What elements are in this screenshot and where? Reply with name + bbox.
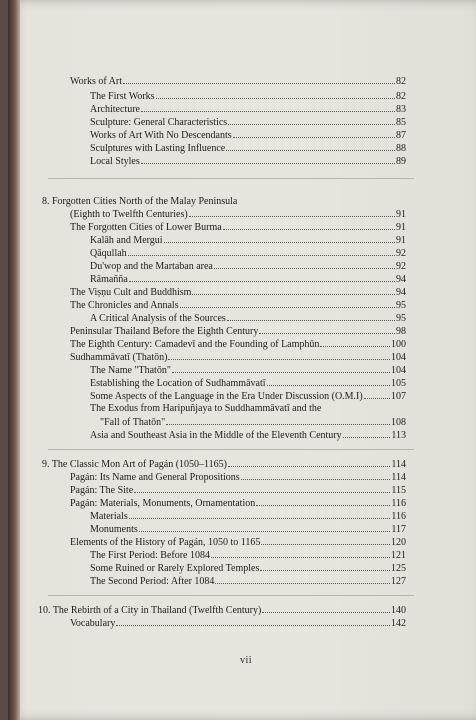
leader-dots bbox=[116, 616, 390, 626]
toc-entry-label: Works of Art With No Descendants bbox=[90, 130, 232, 141]
leader-dots bbox=[129, 509, 391, 519]
leader-dots bbox=[223, 220, 395, 230]
toc-entry-page: 91 bbox=[396, 209, 406, 220]
toc-entry[interactable] bbox=[70, 220, 406, 233]
toc-entry-page: 113 bbox=[391, 430, 406, 441]
leader-dots bbox=[123, 74, 395, 84]
leader-dots bbox=[215, 574, 390, 584]
toc-entry[interactable] bbox=[90, 561, 406, 574]
toc-entry-page: 121 bbox=[391, 550, 406, 561]
toc-entry-page: 95 bbox=[396, 300, 406, 311]
toc-entry-label: Works of Art bbox=[70, 76, 122, 87]
toc-entry[interactable] bbox=[90, 311, 406, 324]
leader-dots bbox=[129, 272, 395, 282]
toc-entry-page: 85 bbox=[396, 117, 406, 128]
leader-dots bbox=[214, 259, 395, 269]
toc-entry-label: "Fall of Thatōn" bbox=[100, 417, 166, 428]
toc-entry-page: 94 bbox=[396, 287, 406, 298]
toc-entry[interactable] bbox=[90, 574, 406, 587]
toc-entry[interactable] bbox=[70, 207, 406, 220]
toc-entry[interactable] bbox=[70, 483, 406, 496]
toc-entry-page: 83 bbox=[396, 104, 406, 115]
toc-entry-page: 116 bbox=[391, 511, 406, 522]
toc-entry-page: 104 bbox=[391, 365, 406, 376]
leader-dots bbox=[156, 89, 395, 99]
leader-dots bbox=[233, 128, 395, 138]
leader-dots bbox=[172, 363, 390, 373]
toc-entry[interactable] bbox=[90, 428, 406, 441]
leader-dots bbox=[259, 324, 395, 334]
toc-entry-page: 115 bbox=[391, 485, 406, 496]
toc-entry-label: Architecture bbox=[90, 104, 140, 115]
leader-dots bbox=[226, 141, 395, 151]
toc-entry-label: 10. The Rebirth of a City in Thailand (Twelfth Century) bbox=[38, 605, 262, 616]
toc-entry-label: Some Ruined or Rarely Explored Temples bbox=[90, 563, 260, 574]
toc-entry[interactable] bbox=[70, 324, 406, 337]
toc-entry-label: The Chronicles and Annals bbox=[70, 300, 179, 311]
toc-entry-label: The Name "Thatōn" bbox=[90, 365, 171, 376]
leader-dots bbox=[211, 548, 390, 558]
toc-entry-page: 142 bbox=[391, 618, 406, 629]
leader-dots bbox=[189, 207, 395, 217]
toc-entry[interactable] bbox=[90, 102, 406, 115]
toc-entry-label: Qāqullah bbox=[90, 248, 127, 259]
leader-dots bbox=[260, 561, 390, 571]
toc-entry[interactable] bbox=[70, 535, 406, 548]
toc-entry-label: Sudhammāvatī (Thatōn) bbox=[70, 352, 168, 363]
toc-entry-page: 92 bbox=[396, 261, 406, 272]
toc-entry[interactable] bbox=[90, 89, 406, 102]
toc-entry-label: Du'wop and the Martaban area bbox=[90, 261, 213, 272]
toc-entry[interactable] bbox=[90, 363, 406, 376]
toc-entry-page: 82 bbox=[396, 91, 406, 102]
toc-entry-label: Asia and Southeast Asia in the Middle of the Eleventh Century bbox=[90, 430, 342, 441]
toc-entry-page: 100 bbox=[391, 339, 406, 350]
toc-entry-label: Local Styles bbox=[90, 156, 140, 167]
toc-entry-page: 91 bbox=[396, 235, 406, 246]
leader-dots bbox=[128, 246, 395, 256]
toc-entry-label: The First Works bbox=[90, 91, 155, 102]
leader-dots bbox=[141, 102, 395, 112]
toc-entry-page: 88 bbox=[396, 143, 406, 154]
toc-entry[interactable] bbox=[90, 246, 406, 259]
toc-entry-page: 116 bbox=[391, 498, 406, 509]
toc-entry-page: 82 bbox=[396, 76, 406, 87]
toc-entry-page: 125 bbox=[391, 563, 406, 574]
toc-entry-label: (Eighth to Twelfth Centuries) bbox=[70, 209, 188, 220]
toc-entry-label: Rāmañña bbox=[90, 274, 128, 285]
toc-entry[interactable] bbox=[70, 74, 406, 87]
toc-entry-page: 105 bbox=[391, 378, 406, 389]
toc-entry-page: 120 bbox=[391, 537, 406, 548]
toc-entry-page: 87 bbox=[396, 130, 406, 141]
leader-dots bbox=[228, 115, 395, 125]
leader-dots bbox=[256, 496, 390, 506]
toc-entry[interactable] bbox=[90, 272, 406, 285]
leader-dots bbox=[166, 415, 390, 425]
toc-entry[interactable] bbox=[70, 470, 406, 483]
toc-entry-page: 107 bbox=[391, 391, 406, 402]
leader-dots bbox=[261, 535, 390, 545]
toc-entry-label: Materials bbox=[90, 511, 128, 522]
toc-entry-label: A Critical Analysis of the Sources bbox=[90, 313, 226, 324]
toc-entry[interactable] bbox=[90, 128, 406, 141]
toc-entry-label: Sculptures with Lasting Influence bbox=[90, 143, 226, 154]
leader-dots bbox=[262, 603, 390, 613]
leader-dots bbox=[267, 376, 390, 386]
toc-entry-label: Sculpture: General Characteristics bbox=[90, 117, 228, 128]
toc-entry-page: 114 bbox=[391, 459, 406, 470]
book-spine bbox=[8, 0, 20, 720]
toc-entry[interactable] bbox=[90, 509, 406, 522]
toc-entry[interactable] bbox=[90, 389, 406, 402]
toc-entry[interactable] bbox=[90, 522, 406, 535]
toc-entry-label: Pagán: Its Name and General Propositions bbox=[70, 472, 240, 483]
toc-entry-page: 91 bbox=[396, 222, 406, 233]
toc-entry-page: 127 bbox=[391, 576, 406, 587]
toc-entry-label: The Forgotten Cities of Lower Burma bbox=[70, 222, 222, 233]
toc-entry-page: 94 bbox=[396, 274, 406, 285]
toc-entry-label: Some Aspects of the Language in the Era Under Discussion (O.M.I) bbox=[90, 391, 363, 402]
toc-entry-page: 89 bbox=[396, 156, 406, 167]
toc-entry-label: Pagán: The Site bbox=[70, 485, 134, 496]
toc-entry-label-line1: The Exodus from Haripuñjaya to Suddhammāvatī and the bbox=[90, 403, 322, 414]
toc-entry[interactable] bbox=[90, 141, 406, 154]
toc-entry-label: Elements of the History of Pagán, 1050 to 1165 bbox=[70, 537, 261, 548]
toc-entry-page: 95 bbox=[396, 313, 406, 324]
toc-entry-label: The Eighth Century: Camadevī and the Founding of Lamphūn bbox=[70, 339, 320, 350]
toc-entry-label: The First Period: Before 1084 bbox=[90, 550, 210, 561]
toc-chapter-entry[interactable] bbox=[42, 457, 406, 470]
toc-entry-label: Vocabulary bbox=[70, 618, 116, 629]
toc-entry-page: 108 bbox=[391, 417, 406, 428]
page-number: vii bbox=[239, 655, 253, 666]
chapter-heading: 8. Forgotten Cities North of the Malay Peninsula bbox=[42, 196, 238, 207]
leader-dots bbox=[139, 522, 391, 532]
toc-entry-page: 117 bbox=[391, 524, 406, 535]
toc-entry-page: 140 bbox=[391, 605, 406, 616]
toc-entry[interactable] bbox=[70, 496, 406, 509]
toc-entry[interactable] bbox=[90, 154, 406, 167]
leader-dots bbox=[364, 389, 390, 399]
toc-entry-label: Monuments bbox=[90, 524, 138, 535]
leader-dots bbox=[168, 350, 390, 360]
book-page bbox=[8, 0, 476, 720]
section-divider bbox=[48, 595, 414, 596]
toc-entry[interactable] bbox=[70, 350, 406, 363]
toc-entry[interactable] bbox=[100, 415, 406, 428]
toc-entry[interactable] bbox=[90, 259, 406, 272]
toc-entry-label: Peninsular Thailand Before the Eighth Century bbox=[70, 326, 259, 337]
toc-entry-page: 92 bbox=[396, 248, 406, 259]
leader-dots bbox=[141, 154, 395, 164]
toc-entry-page: 98 bbox=[396, 326, 406, 337]
leader-dots bbox=[180, 298, 395, 308]
section-divider bbox=[48, 178, 414, 179]
toc-entry-label: Pagán: Materials, Monuments, Ornamentation bbox=[70, 498, 256, 509]
toc-entry[interactable] bbox=[90, 548, 406, 561]
leader-dots bbox=[134, 483, 390, 493]
toc-entry[interactable] bbox=[70, 616, 406, 629]
toc-entry[interactable] bbox=[70, 298, 406, 311]
toc-entry-label: Kalāh and Mergui bbox=[90, 235, 163, 246]
toc-entry-label: 9. The Classic Mon Art of Pagán (1050–1165) bbox=[42, 459, 227, 470]
toc-entry[interactable] bbox=[70, 337, 406, 350]
toc-entry-label: The Second Period: After 1084 bbox=[90, 576, 215, 587]
leader-dots bbox=[164, 233, 395, 243]
leader-dots bbox=[343, 428, 391, 438]
section-divider bbox=[48, 449, 414, 450]
leader-dots bbox=[227, 311, 395, 321]
toc-chapter-entry[interactable] bbox=[38, 603, 406, 616]
leader-dots bbox=[228, 457, 390, 467]
toc-entry-label: The Viṣṇu Cult and Buddhism bbox=[70, 287, 192, 298]
toc-entry[interactable] bbox=[90, 376, 406, 389]
toc-entry-page: 114 bbox=[391, 472, 406, 483]
toc-entry[interactable] bbox=[90, 233, 406, 246]
toc-entry[interactable] bbox=[90, 115, 406, 128]
leader-dots bbox=[241, 470, 391, 480]
toc-entry-page: 104 bbox=[391, 352, 406, 363]
toc-entry-label: Establishing the Location of Sudhammāvatī bbox=[90, 378, 266, 389]
toc-entry[interactable] bbox=[70, 285, 406, 298]
leader-dots bbox=[192, 285, 395, 295]
leader-dots bbox=[320, 337, 390, 347]
